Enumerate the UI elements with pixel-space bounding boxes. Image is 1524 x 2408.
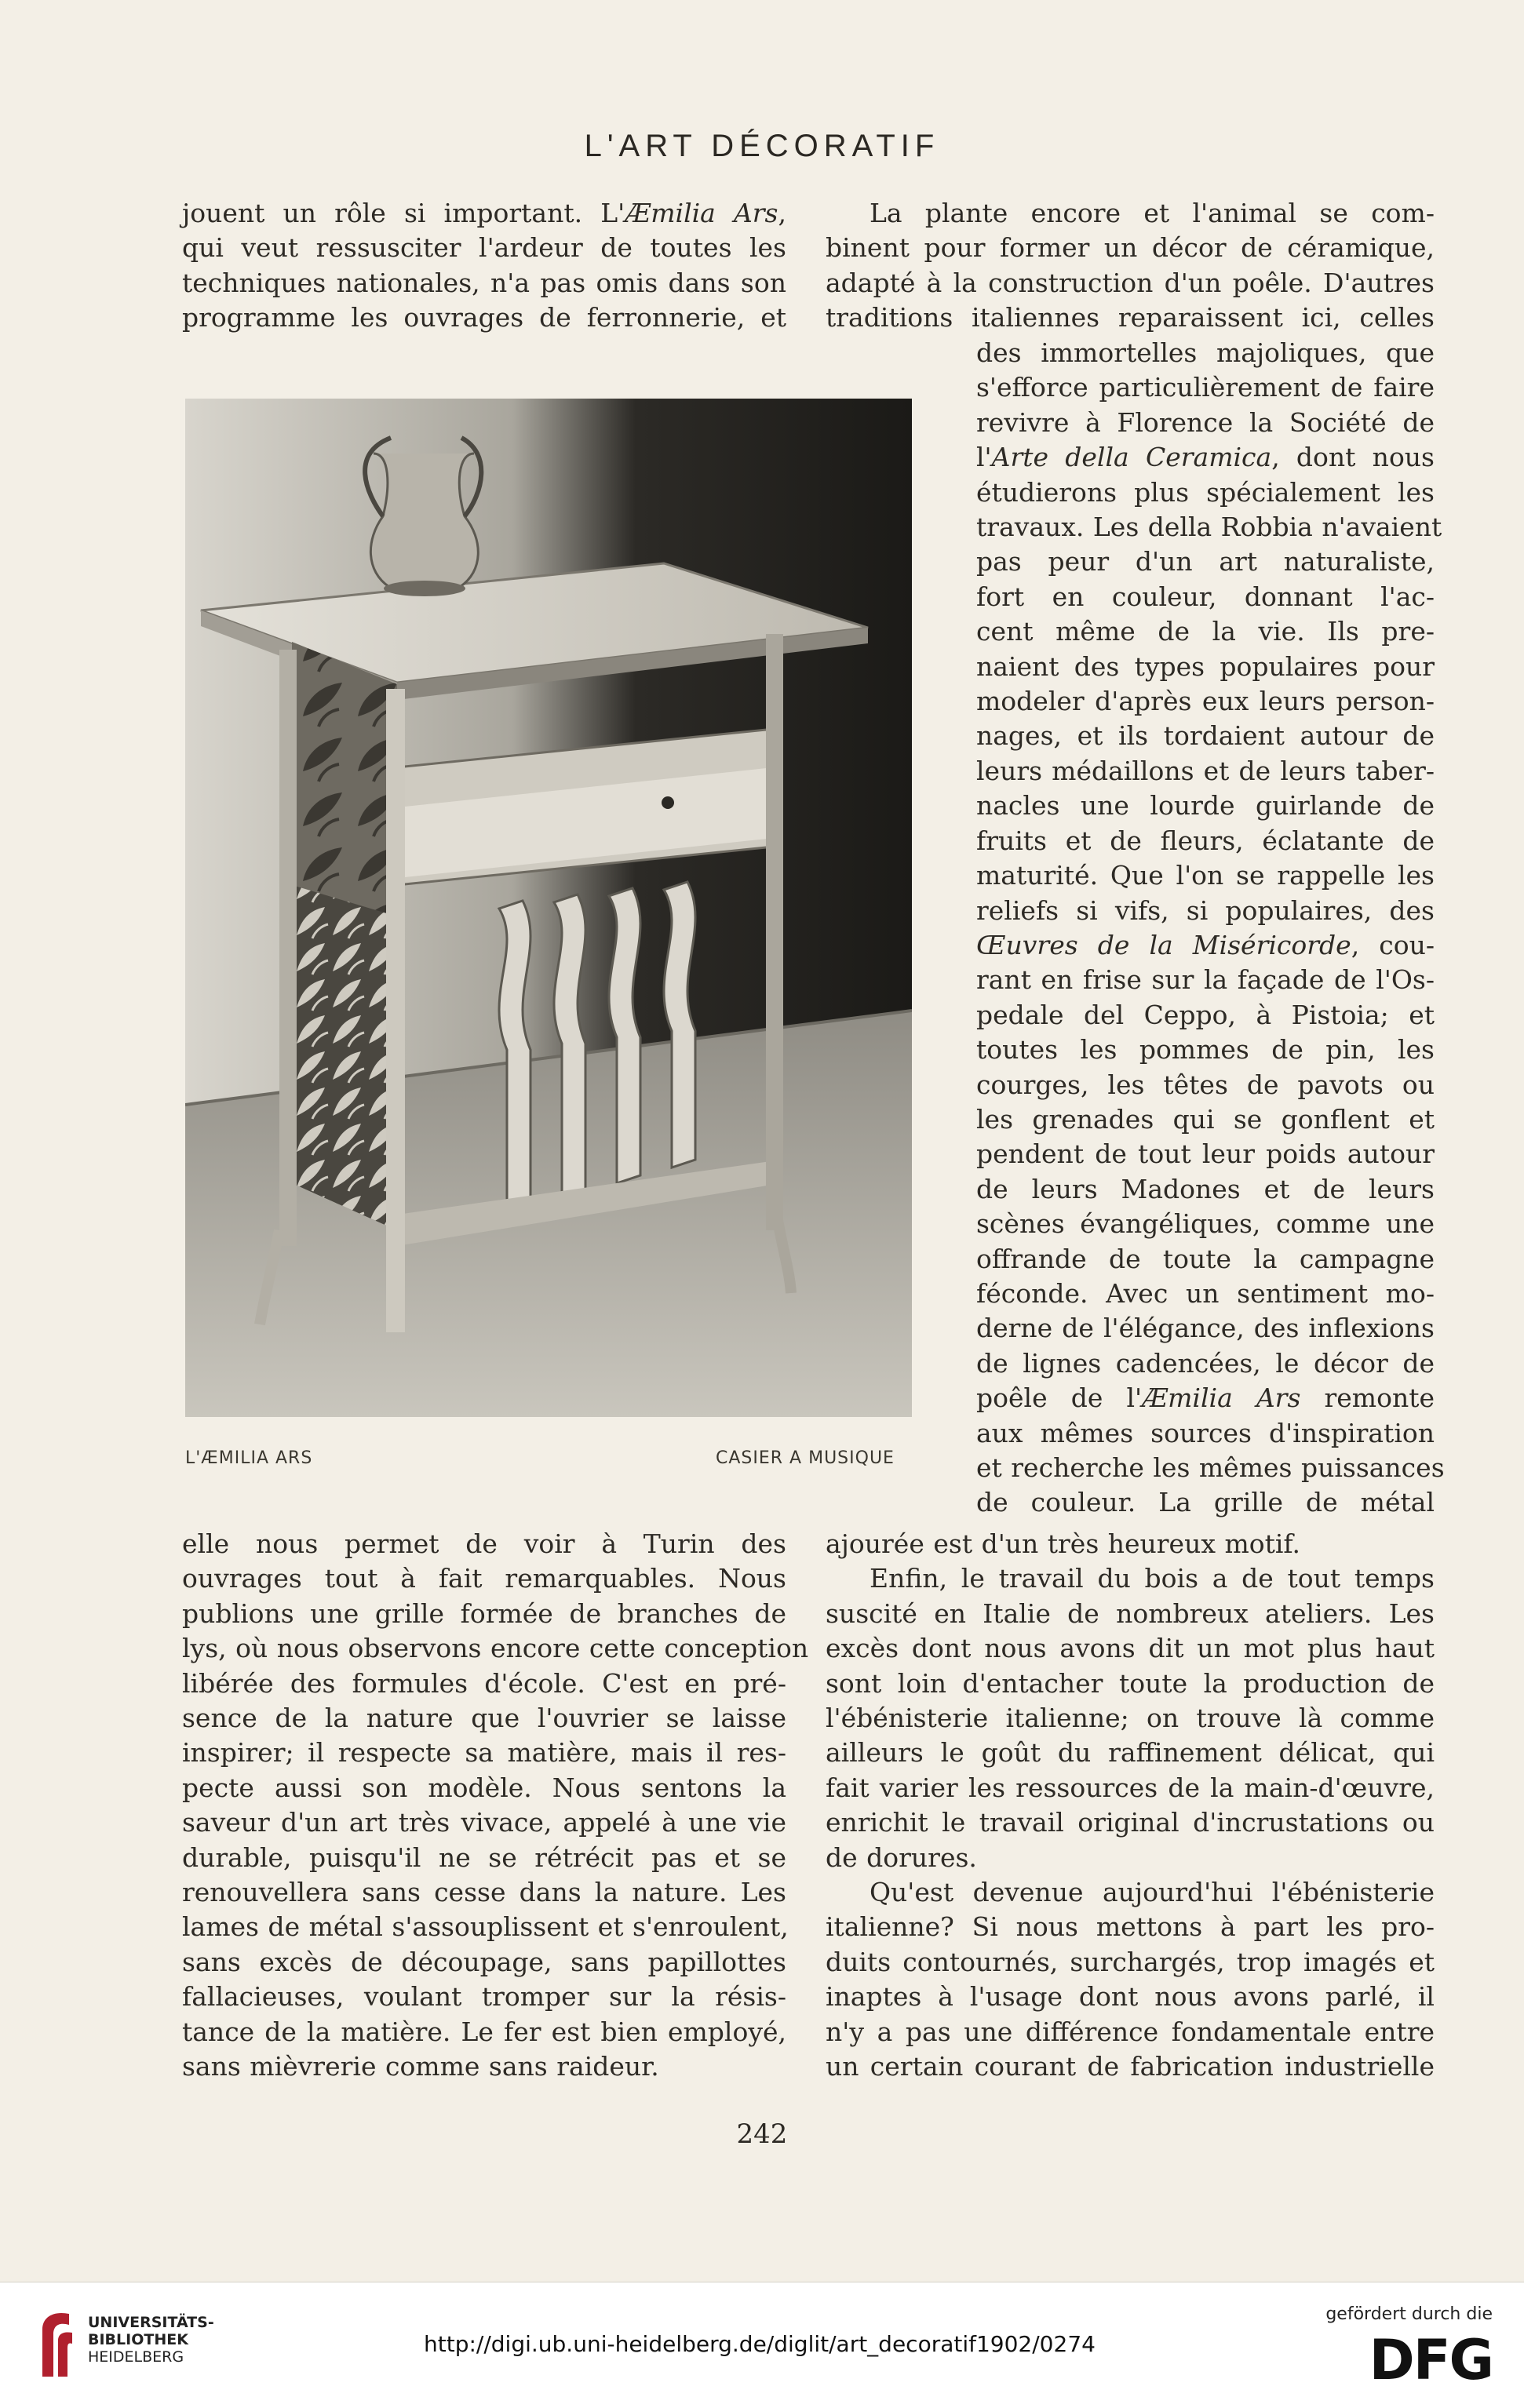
text-line: de lignes cadencées, le décor de (976, 1347, 1435, 1379)
text-line: rant en frise sur la façade de l'Os- (976, 964, 1435, 996)
text-line: enrichit le travail original d'incrustations ou (826, 1807, 1435, 1838)
text-line: elle nous permet de voir à Turin des (182, 1528, 786, 1559)
library-line-2: BIBLIOTHEK (88, 2331, 188, 2348)
text-line: ailleurs le goût du raffinement délicat, qui (826, 1737, 1435, 1769)
text-line: fait varier les ressources de la main-d'œuvre, (826, 1772, 1435, 1803)
music-cabinet-photo (185, 399, 912, 1417)
text-line: fallacieuses, voulant tromper sur la résis- (182, 1981, 786, 2013)
text-line: saveur d'un art très vivace, appelé à une vie (182, 1807, 786, 1838)
text-line: pas peur d'un art naturaliste, (976, 546, 1435, 577)
text-line: sans excès de découpage, sans papillottes (182, 1946, 786, 1977)
text-line: pendent de tout leur poids autour (976, 1138, 1435, 1170)
text-line: travaux. Les della Robbia n'avaient (976, 512, 1442, 543)
text-line: un certain courant de fabrication industrielle (826, 2051, 1435, 2082)
sponsor-label: gefördert durch die (1325, 2304, 1493, 2324)
text-line: inspirer; il respecte sa matière, mais il res- (182, 1737, 786, 1769)
caption-right: CASIER A MUSIQUE (716, 1448, 895, 1468)
text-line: revivre à Florence la Société de (976, 406, 1435, 438)
text-line: nacles une lourde guirlande de (976, 790, 1435, 821)
text-line: n'y a pas une différence fondamentale entre (826, 2016, 1435, 2047)
text-line: excès dont nous avons dit un mot plus haut (826, 1633, 1435, 1664)
text-line: pecte aussi son modèle. Nous sentons la (182, 1772, 786, 1803)
text-line: derne de l'élégance, des inflexions (976, 1313, 1435, 1344)
text-line: tance de la matière. Le fer est bien employé, (182, 2016, 786, 2047)
text-line: sans mièvrerie comme sans raideur. (182, 2051, 659, 2082)
text-line: adapté à la construction d'un poêle. D'autres (826, 267, 1435, 298)
column-left-bottom (182, 1527, 809, 2085)
text-line: poêle de l'Æmilia Ars remonte (976, 1383, 1435, 1414)
column-left-top (182, 196, 786, 336)
text-line: programme les ouvrages de ferronnerie, et (182, 302, 786, 333)
text-line: binent pour former un décor de céramique, (826, 232, 1435, 264)
text-line: et recherche les mêmes puissances (976, 1452, 1445, 1483)
text-line: scènes évangéliques, comme une (976, 1208, 1435, 1240)
caption-left: L'ÆMILIA ARS (185, 1448, 313, 1468)
column-right-bottom (826, 1527, 1435, 2085)
text-line: suscité en Italie de nombreux ateliers. Les (826, 1597, 1435, 1629)
text-line: La plante encore et l'animal se com- (870, 198, 1435, 228)
text-line: Œuvres de la Miséricorde, cou- (976, 929, 1435, 960)
dfg-logo: DFG (1369, 2328, 1493, 2392)
text-line: Qu'est devenue aujourd'hui l'ébénisterie (870, 1877, 1435, 1908)
text-line: publions une grille formée de branches de (182, 1597, 786, 1629)
permalink-url[interactable]: http://digi.ub.uni-heidelberg.de/diglit/art_decoratif1902/0274 (424, 2331, 1096, 2357)
column-right-narrow (976, 336, 1445, 1521)
text-line: libérée des formules d'école. C'est en pré- (182, 1667, 786, 1699)
column-right-top (826, 196, 1435, 336)
text-line: ouvrages tout à fait remarquables. Nous (182, 1563, 786, 1594)
text-line: s'efforce particulièrement de faire (976, 372, 1435, 403)
text-line: inaptes à l'usage dont nous avons parlé, il (826, 1981, 1435, 2013)
text-line: pedale del Ceppo, à Pistoia; et (976, 999, 1435, 1030)
text-line: duits contournés, surchargés, trop imagés et (826, 1946, 1435, 1977)
university-library-name (88, 2314, 214, 2366)
text-line: nages, et ils tordaient autour de (976, 720, 1435, 752)
photo-plate-music-cabinet (185, 399, 912, 1417)
text-line: Enfin, le travail du bois a de tout temps (870, 1563, 1435, 1594)
page-number: 242 (736, 2118, 788, 2150)
text-line: l'Arte della Ceramica, dont nous (976, 442, 1435, 473)
text-line: courges, les têtes de pavots ou (976, 1069, 1435, 1100)
text-line: offrande de toute la campagne (976, 1243, 1435, 1274)
footer-bar (0, 2282, 1524, 2408)
text-line: de couleur. La grille de métal (976, 1487, 1435, 1518)
university-library-logo-icon (35, 2306, 78, 2381)
running-head: L'ART DÉCORATIF (584, 129, 940, 163)
text-line: renouvellera sans cesse dans la nature. Les (182, 1877, 786, 1908)
text-line: féconde. Avec un sentiment mo- (976, 1277, 1435, 1309)
library-line-1: UNIVERSITÄTS- (88, 2314, 214, 2331)
text-line: de dorures. (826, 1842, 977, 1873)
text-line: aux mêmes sources d'inspiration (976, 1417, 1435, 1448)
text-line: les grenades qui se gonflent et (976, 1103, 1435, 1135)
library-line-3: HEIDELBERG (88, 2348, 184, 2366)
text-line: leurs médaillons et de leurs taber- (976, 755, 1435, 786)
text-line: toutes les pommes de pin, les (976, 1034, 1435, 1066)
text-line: italienne? Si nous mettons à part les pro- (826, 1911, 1435, 1943)
text-line: l'ébénisterie italienne; on trouve là comme (826, 1703, 1435, 1734)
text-line: modeler d'après eux leurs person- (976, 686, 1435, 717)
text-line: reliefs si vifs, si populaires, des (976, 894, 1435, 926)
text-line: maturité. Que l'on se rappelle les (976, 860, 1435, 891)
text-line: jouent un rôle si important. L'Æmilia Ars, (182, 198, 786, 228)
text-line: naient des types populaires pour (976, 650, 1435, 682)
text-line: de leurs Madones et de leurs (976, 1173, 1435, 1204)
text-line: fort en couleur, donnant l'ac- (976, 581, 1435, 612)
text-line: durable, puisqu'il ne se rétrécit pas et se (182, 1842, 786, 1873)
text-line: sence de la nature que l'ouvrier se laisse (182, 1703, 786, 1734)
text-line: étudierons plus spécialement les (976, 476, 1435, 508)
text-line: traditions italiennes reparaissent ici, celles (826, 302, 1435, 333)
text-line: des immortelles majoliques, que (976, 337, 1435, 368)
text-line: ajourée est d'un très heureux motif. (826, 1528, 1300, 1559)
text-line: qui veut ressusciter l'ardeur de toutes les (182, 232, 786, 264)
text-line: fruits et de fleurs, éclatante de (976, 825, 1435, 856)
text-line: cent même de la vie. Ils pre- (976, 616, 1435, 647)
text-line: lys, où nous observons encore cette conception (182, 1633, 809, 1664)
text-line: sont loin d'entacher toute la production de (826, 1667, 1435, 1699)
text-line: techniques nationales, n'a pas omis dans son (182, 267, 786, 298)
text-line: lames de métal s'assouplissent et s'enroulent, (182, 1911, 789, 1943)
